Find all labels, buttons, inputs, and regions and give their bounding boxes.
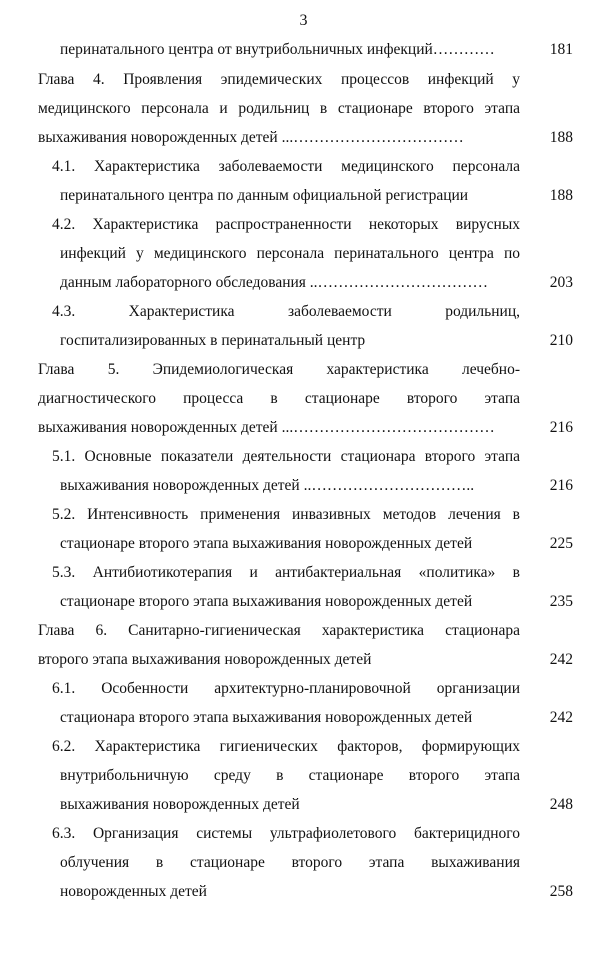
- toc-line: 6.2. Характеристика гигиенических факторов, формирующих: [52, 738, 520, 755]
- toc-line: 5.2. Интенсивность применения инвазивных методов лечения в: [52, 506, 520, 523]
- toc-line: перинатального центра от внутрибольничных инфекций…………: [60, 41, 495, 58]
- toc-page-number: 248: [549, 796, 573, 813]
- toc-line: 4.2. Характеристика распространенности некоторых вирусных: [52, 216, 520, 233]
- toc-line: внутрибольничную среду в стационаре второго этапа: [60, 767, 520, 784]
- toc-line: 5.1. Основные показатели деятельности стационара второго этапа: [52, 448, 520, 465]
- toc-page-number: 242: [549, 651, 573, 668]
- toc-line: госпитализированных в перинатальный центр: [60, 332, 366, 349]
- toc-line: новорожденных детей: [60, 883, 207, 900]
- toc-line: выхаживания новорожденных детей: [60, 796, 300, 813]
- toc-page-number: 216: [549, 419, 573, 436]
- toc-line: 4.1. Характеристика заболеваемости медицинского персонала: [52, 158, 520, 175]
- toc-line: 6.3. Организация системы ультрафиолетового бактерицидного: [52, 825, 520, 842]
- toc-line: медицинского персонала и родильниц в стационаре второго этапа: [38, 100, 520, 117]
- toc-page-number: 258: [549, 883, 573, 900]
- toc-line: облучения в стационаре второго этапа выхаживания: [60, 854, 520, 871]
- toc-line: 5.3. Антибиотикотерапия и антибактериальная «политика» в: [52, 564, 520, 581]
- toc-line: выхаживания новорожденных детей ..…………………………..: [60, 477, 475, 494]
- toc-page-number: 210: [549, 332, 573, 349]
- toc-line: 4.3. Характеристика заболеваемости родильниц,: [52, 303, 520, 320]
- toc-page-number: 188: [549, 187, 573, 204]
- toc-line: Глава 5. Эпидемиологическая характеристика лечебно-: [38, 361, 520, 378]
- toc-line: стационаре второго этапа выхаживания новорожденных детей: [60, 535, 473, 552]
- toc-line: выхаживания новорожденных детей ...…………………………………: [38, 419, 495, 436]
- toc-line: Глава 4. Проявления эпидемических процессов инфекций у: [38, 71, 520, 88]
- toc-line: диагностического процесса в стационаре второго этапа: [38, 390, 520, 407]
- toc-page-number: 203: [549, 274, 573, 291]
- toc-line: выхаживания новорожденных детей ...……………………………: [38, 129, 464, 146]
- toc-line: стационаре второго этапа выхаживания новорожденных детей: [60, 593, 473, 610]
- toc-page-number: 181: [549, 41, 573, 58]
- toc-page-number: 188: [549, 129, 573, 146]
- page-number: 3: [299, 12, 308, 29]
- toc-page-number: 235: [549, 593, 573, 610]
- toc-line: данным лабораторного обследования ..……………………………: [60, 274, 489, 291]
- toc-page-number: 225: [549, 535, 573, 552]
- toc-page-number: 216: [549, 477, 573, 494]
- toc-line: 6.1. Особенности архитектурно-планировочной организации: [52, 680, 520, 697]
- toc-line: стационара второго этапа выхаживания новорожденных детей: [60, 709, 473, 726]
- toc-line: инфекций у медицинского персонала перинатального центра по: [60, 245, 520, 262]
- toc-line: второго этапа выхаживания новорожденных детей: [38, 651, 372, 668]
- toc-line: перинатального центра по данным официальной регистрации: [60, 187, 469, 204]
- toc-page-number: 242: [549, 709, 573, 726]
- toc-line: Глава 6. Санитарно-гигиеническая характеристика стационара: [38, 622, 520, 639]
